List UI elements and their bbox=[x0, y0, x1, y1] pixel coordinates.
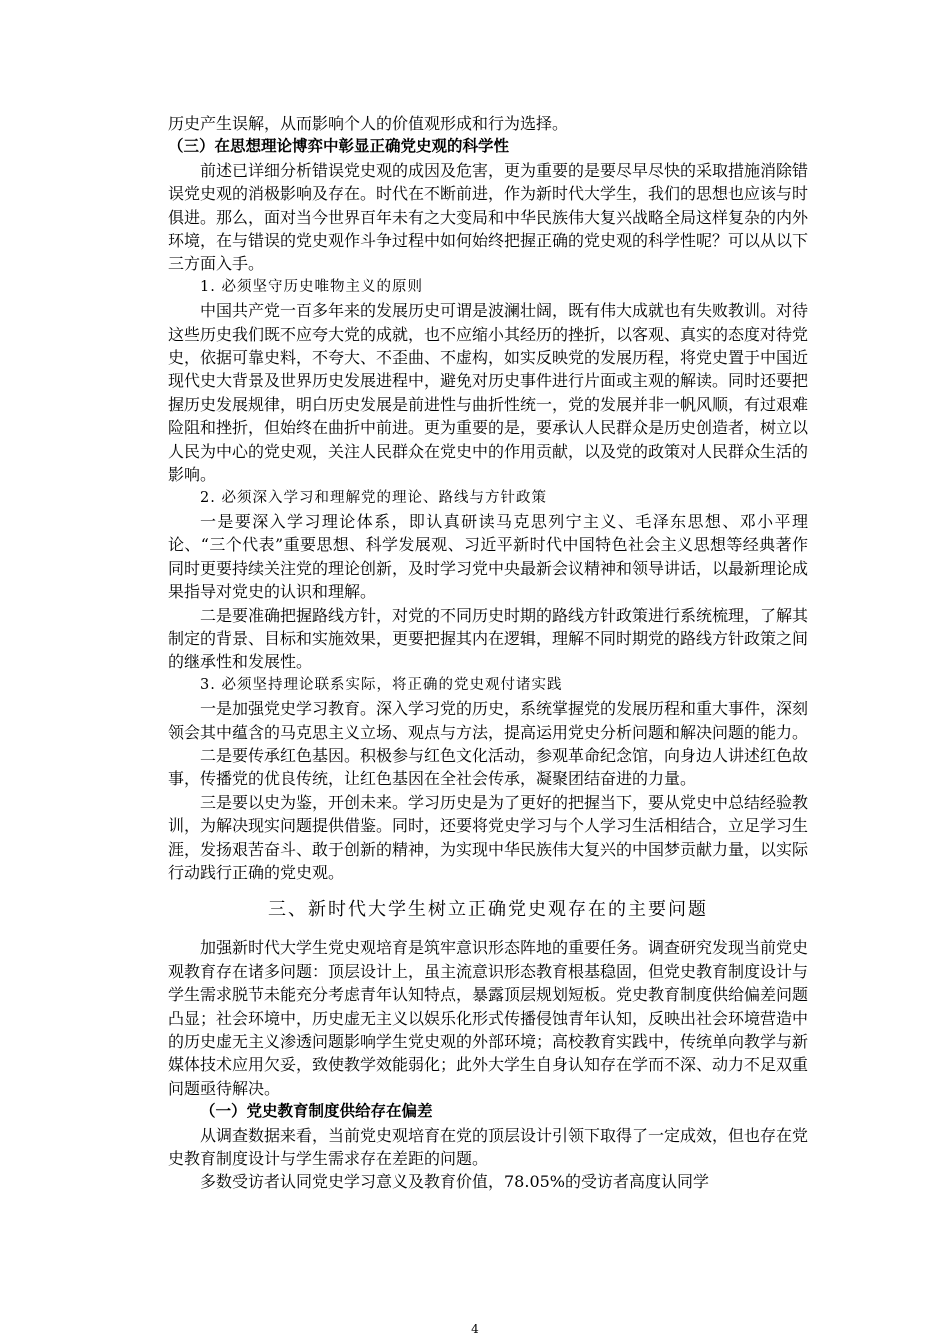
paragraph: 二是要传承红色基因。积极参与红色文化活动，参观革命纪念馆，向身边人讲述红色故事，传播党的优良传统，让红色基因在全社会传承，凝聚团结奋进的力量。 bbox=[168, 745, 809, 789]
paragraph: 加强新时代大学生党史观培育是筑牢意识形态阵地的重要任务。调查研究发现当前党史观教育存在诸多问题：顶层设计上，虽主流意识形态教育根基稳固，但党史教育制度设计与学生需求脱节未能充分考虑青年认知特点，暴露顶层规划短板。党史教育制度供给偏差问题凸显；社会环境中，历史虚无主义以娱乐化形式传播侵蚀青年认知，反映出社会环境营造中的历史虚无主义渗透问题影响学生党史观的外部环境；高校教育实践中，传统单向教学与新媒体技术应用欠妥，致使教学效能弱化；此外大学生自身认知存在学而不深、动力不足双重问题亟待解决。 bbox=[168, 938, 809, 1098]
paragraph: 历史产生误解，从而影响个人的价值观形成和行为选择。 bbox=[168, 114, 569, 133]
paragraph: 从调查数据来看，当前党史观培育在党的顶层设计引领下取得了一定成效，但也存在党史教育制度设计与学生需求存在差距的问题。 bbox=[168, 1125, 809, 1169]
paragraph: 前述已详细分析错误党史观的成因及危害，更为重要的是要尽早尽快的采取措施消除错误党史观的消极影响及存在。时代在不断前进，作为新时代大学生，我们的思想也应该与时俱进。那么，面对当今世界百年未有之大变局和中华民族伟大复兴战略全局这样复杂的内外环境，在与错误的党史观作斗争过程中如何始终把握正确的党史观的科学性呢？可以从以下三方面入手。 bbox=[168, 160, 809, 274]
chapter-heading: 三、新时代大学生树立正确党史观存在的主要问题 bbox=[268, 899, 708, 921]
section-heading: （三）在思想理论博弈中彰显正确党史观的科学性 bbox=[168, 137, 510, 156]
page-number: 4 bbox=[471, 1322, 479, 1336]
paragraph: 二是要准确把握路线方针，对党的不同历史时期的路线方针政策进行系统梳理，了解其制定的背景、目标和实施效果，更要把握其内在逻辑，理解不同时期党的路线方针政策之间的继承性和发展性。 bbox=[168, 605, 809, 672]
subsection-heading: 1. 必须坚守历史唯物主义的原则 bbox=[200, 278, 423, 295]
document-body bbox=[168, 112, 808, 1194]
subsection-heading: 2. 必须深入学习和理解党的理论、路线与方针政策 bbox=[200, 489, 547, 506]
paragraph: 一是要深入学习理论体系，即认真研读马克思列宁主义、毛泽东思想、邓小平理论、“三个代表”重要思想、科学发展观、习近平新时代中国特色社会主义思想等经典著作同时更要持续关注党的理论创新，及时学习党中央最新会议精神和领导讲话，以最新理论成果指导对党史的认识和理解。 bbox=[168, 511, 809, 602]
paragraph: 三是要以史为鉴，开创未来。学习历史是为了更好的把握当下，要从党史中总结经验教训，为解决现实问题提供借鉴。同时，还要将党史学习与个人学习生活相结合，立足学习生涯，发扬艰苦奋斗、敢于创新的精神，为实现中华民族伟大复兴的中国梦贡献力量，以实际行动践行正确的党史观。 bbox=[168, 792, 809, 882]
section-heading: （一）党史教育制度供给存在偏差 bbox=[200, 1102, 433, 1121]
paragraph: 多数受访者认同党史学习意义及教育价值，78.05%的受访者高度认同学 bbox=[200, 1172, 710, 1192]
subsection-heading: 3. 必须坚持理论联系实际，将正确的党史观付诸实践 bbox=[200, 676, 563, 693]
paragraph: 一是加强党史学习教育。深入学习党的历史，系统掌握党的发展历程和重大事件，深刻领会其中蕴含的马克思主义立场、观点与方法，提高运用党史分析问题和解决问题的能力。 bbox=[168, 699, 809, 742]
paragraph: 中国共产党一百多年来的发展历史可谓是波澜壮阔，既有伟大成就也有失败教训。对待这些历史我们既不应夸大党的成就，也不应缩小其经历的挫折，以客观、真实的态度对待党史，依据可靠史料，不夸大、不歪曲、不虚构，如实反映党的发展历程，将党史置于中国近现代史大背景及世界历史发展进程中，避免对历史事件进行片面或主观的解读。同时还要把握历史发展规律，明白历史发展是前进性与曲折性统一，党的发展并非一帆风顺，有过艰难险阻和挫折，但始终在曲折中前进。更为重要的是，要承认人民群众是历史创造者，树立以人民为中心的党史观，关注人民群众在党史中的作用贡献，以及党的政策对人民群众生活的影响。 bbox=[168, 301, 809, 485]
